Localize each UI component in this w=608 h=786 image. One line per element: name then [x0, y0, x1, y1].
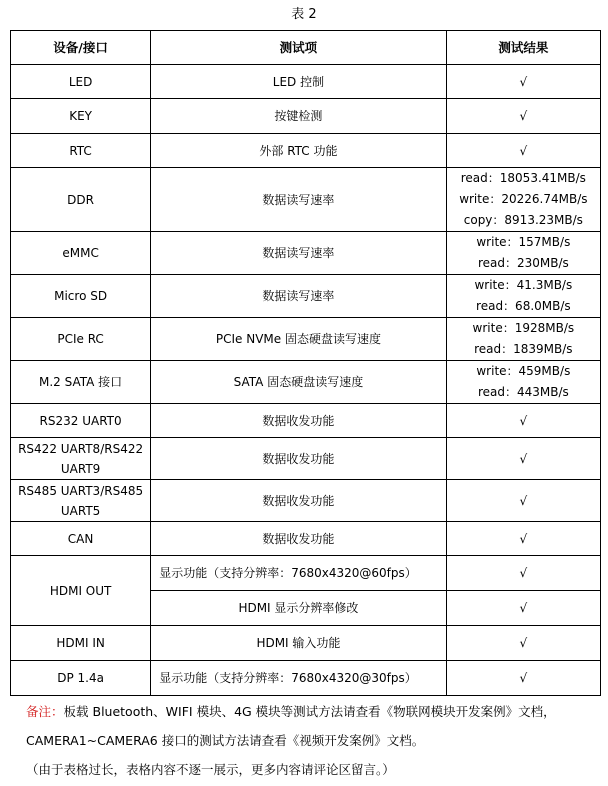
- result-line: write：41.3MB/s: [474, 278, 573, 292]
- table-row: [11, 361, 601, 404]
- cell-device: M.2 SATA 接口: [11, 361, 151, 404]
- cell-test-item: 显示功能（支持分辨率：7680x4320@60fps）: [151, 556, 447, 591]
- cell-device: RS422 UART8/RS422 UART9: [11, 438, 151, 480]
- table-row: [11, 318, 601, 361]
- cell-device: CAN: [11, 522, 151, 556]
- cell-device: RS485 UART3/RS485 UART5: [11, 480, 151, 522]
- cell-device: RTC: [11, 134, 151, 168]
- cell-test-result: √: [446, 661, 600, 696]
- notes: [26, 697, 601, 784]
- cell-test-item: 数据读写速率: [151, 168, 447, 232]
- cell-test-item: 外部 RTC 功能: [151, 134, 447, 168]
- result-line: write：1928MB/s: [472, 321, 575, 335]
- table-row: [11, 522, 601, 556]
- result-line: read：230MB/s: [477, 256, 569, 270]
- table-row: [11, 626, 601, 661]
- cell-test-item: 数据读写速率: [151, 232, 447, 275]
- table-row: [11, 232, 601, 275]
- cell-test-item: 显示功能（支持分辨率：7680x4320@30fps）: [151, 661, 447, 696]
- cell-test-item: 数据读写速率: [151, 275, 447, 318]
- result-line: read：443MB/s: [477, 385, 569, 399]
- table-row: [11, 438, 601, 480]
- result-line: √: [519, 413, 528, 428]
- result-line: √: [519, 74, 528, 89]
- cell-test-item: PCIe NVMe 固态硬盘读写速度: [151, 318, 447, 361]
- cell-test-item: 数据收发功能: [151, 480, 447, 522]
- cell-test-result: [446, 318, 600, 361]
- cell-test-result: [446, 65, 600, 99]
- cell-test-result: [446, 232, 600, 275]
- cell-test-result: [446, 522, 600, 556]
- test-results-table: [10, 30, 601, 696]
- table-row: [11, 480, 601, 522]
- cell-test-item: 按键检测: [151, 99, 447, 134]
- result-line: copy：8913.23MB/s: [463, 213, 583, 227]
- cell-test-item: 数据收发功能: [151, 522, 447, 556]
- header-test-result: 测试结果: [446, 31, 600, 65]
- cell-test-result: [446, 99, 600, 134]
- header-test-item: 测试项: [151, 31, 447, 65]
- result-line: read：68.0MB/s: [476, 299, 571, 313]
- table-row: [11, 661, 601, 696]
- cell-device: eMMC: [11, 232, 151, 275]
- cell-device: PCIe RC: [11, 318, 151, 361]
- cell-device: DP 1.4a: [11, 661, 151, 696]
- header-device: 设备/接口: [11, 31, 151, 65]
- cell-test-item: HDMI 显示分辨率修改: [151, 591, 447, 626]
- table-caption: 表 2: [291, 7, 317, 22]
- cell-device: LED: [11, 65, 151, 99]
- table-row: [11, 275, 601, 318]
- cell-test-result: [446, 275, 600, 318]
- table-row: [11, 99, 601, 134]
- result-line: write：157MB/s: [476, 235, 571, 249]
- result-line: read：18053.41MB/s: [460, 171, 586, 185]
- result-line: √: [519, 493, 528, 508]
- cell-test-result: √: [446, 556, 600, 591]
- note-line-3: （由于表格过长，表格内容不逐一展示，更多内容请评论区留言。）: [26, 762, 395, 777]
- cell-device: DDR: [11, 168, 151, 232]
- table-row: [11, 556, 601, 591]
- cell-test-result: [446, 168, 600, 232]
- result-line: √: [519, 109, 528, 123]
- result-line: write：20226.74MB/s: [459, 192, 588, 206]
- cell-test-result: [446, 404, 600, 438]
- cell-test-result: √: [446, 591, 600, 626]
- cell-test-result: [446, 438, 600, 480]
- table-row: [11, 65, 601, 99]
- table-header-row: [11, 31, 601, 65]
- cell-test-result: [446, 134, 600, 168]
- cell-test-result: √: [446, 626, 600, 661]
- result-line: read：1839MB/s: [474, 342, 573, 356]
- result-line: √: [519, 451, 528, 466]
- cell-device: HDMI OUT: [11, 556, 151, 626]
- cell-test-item: LED 控制: [151, 65, 447, 99]
- cell-test-result: [446, 361, 600, 404]
- cell-test-item: SATA 固态硬盘读写速度: [151, 361, 447, 404]
- cell-test-result: [446, 480, 600, 522]
- cell-device: KEY: [11, 99, 151, 134]
- note-line-1: [26, 697, 601, 726]
- table-row: [11, 134, 601, 168]
- cell-test-item: 数据收发功能: [151, 438, 447, 480]
- cell-device: Micro SD: [11, 275, 151, 318]
- table-row: [11, 404, 601, 438]
- table-row: [11, 168, 601, 232]
- result-line: √: [519, 531, 528, 546]
- note-line-2: CAMERA1~CAMERA6 接口的测试方法请查看《视频开发案例》文档。: [26, 733, 425, 748]
- result-line: √: [519, 143, 528, 158]
- cell-test-item: HDMI 输入功能: [151, 626, 447, 661]
- cell-device: HDMI IN: [11, 626, 151, 661]
- note-text-1: 板载 Bluetooth、WIFI 模块、4G 模块等测试方法请查看《物联网模块开发案例》文档，: [63, 704, 556, 719]
- note-label: 备注：: [26, 704, 64, 719]
- result-line: write：459MB/s: [476, 364, 571, 378]
- cell-device: RS232 UART0: [11, 404, 151, 438]
- cell-test-item: 数据收发功能: [151, 404, 447, 438]
